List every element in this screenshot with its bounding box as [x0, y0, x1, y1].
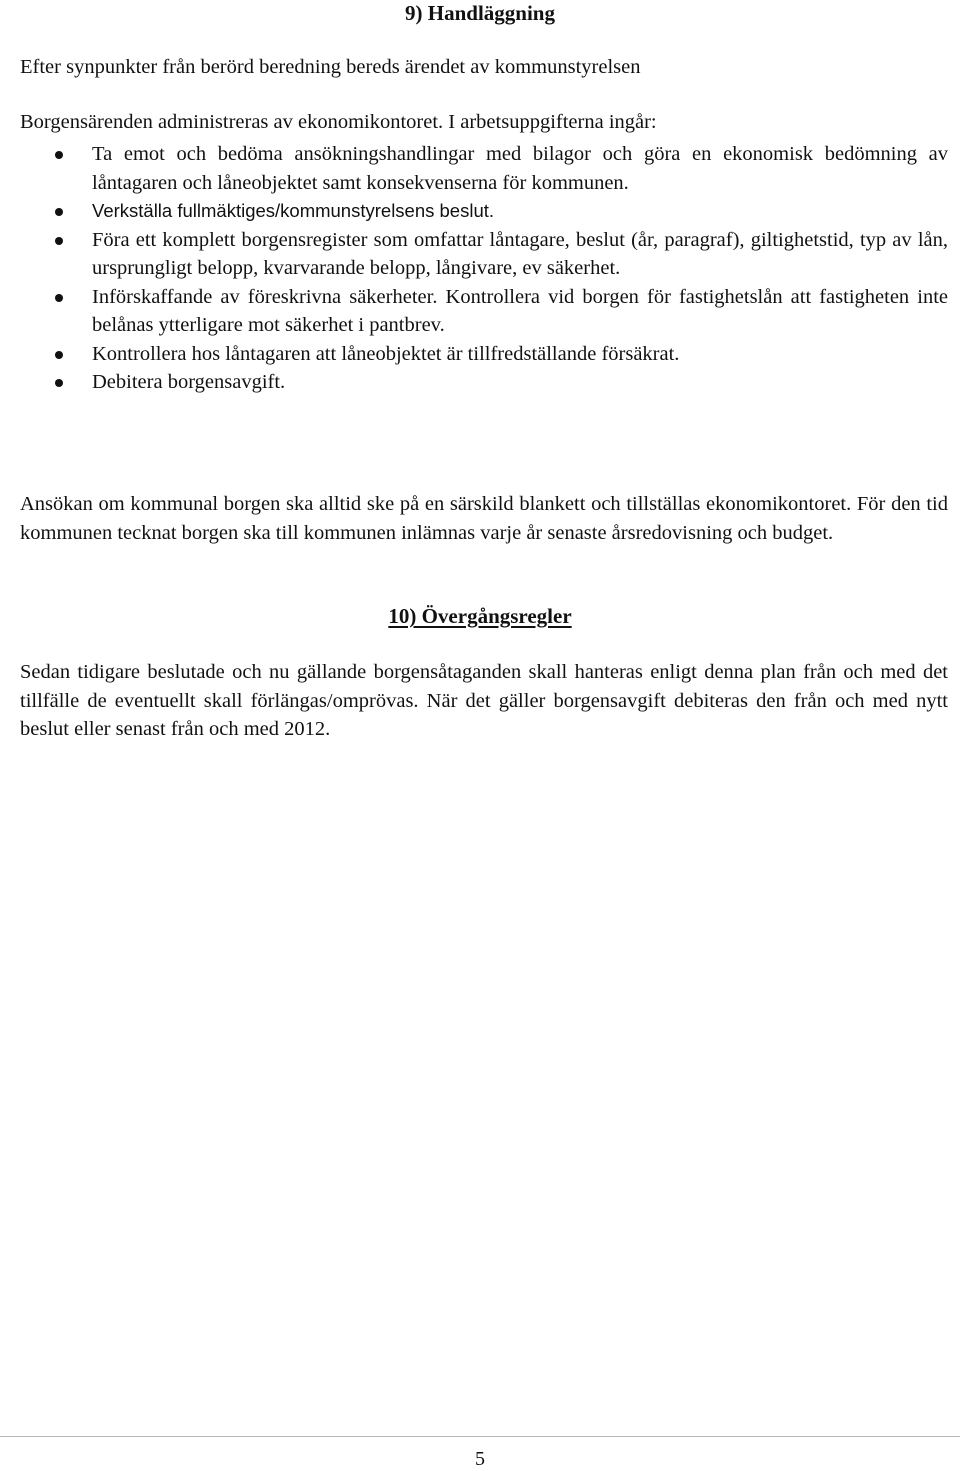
task-bullet-list: [0, 140, 960, 397]
section-heading-handlaggning: 9) Handläggning: [405, 1, 555, 25]
list-item-text: Kontrollera hos låntagaren att låneobjektet är tillfredställande försäkrat.: [92, 342, 680, 365]
list-item-text: Debitera borgensavgift.: [92, 371, 286, 393]
list-item: [0, 283, 960, 340]
list-item: [0, 368, 960, 397]
list-item-text: Föra ett komplett borgensregister som omfattar låntagare, beslut (år, paragraf), giltighetstid, typ av lån, ursprungligt belopp, kvarvarande belopp, långivare, ev säkerhet.: [92, 228, 948, 279]
intro-paragraph: Efter synpunkter från berörd beredning bereds ärendet av kommunstyrelsen: [20, 56, 641, 78]
bullet-icon: [55, 237, 63, 245]
section-heading-overgangsregler: 10) Övergångsregler: [388, 604, 572, 628]
page-number: 5: [475, 1448, 485, 1470]
bullet-icon: [55, 151, 63, 159]
lead-paragraph: Borgensärenden administreras av ekonomikontoret. I arbetsuppgifterna ingår:: [20, 111, 657, 133]
bullet-icon: [55, 351, 63, 359]
transition-paragraph: Sedan tidigare beslutade och nu gällande borgensåtaganden skall hanteras enligt denna plan från och med det tillfälle de eventuellt skall förlängas/omprövas. När det gäller borgensavgift debiteras den från och med nytt beslut eller senast från och med 2012.: [20, 661, 948, 740]
list-item: [0, 197, 960, 226]
list-item-text: Verkställa fullmäktiges/kommunstyrelsens beslut.: [92, 200, 495, 221]
list-item-text: Införskaffande av föreskrivna säkerheter. Kontrollera vid borgen för fastighetslån att fastigheten inte belånas ytterligare mot säkerhet i pantbrev.: [92, 285, 948, 336]
application-paragraph: Ansökan om kommunal borgen ska alltid ske på en särskild blankett och tillställas ekonomikontoret. För den tid kommunen tecknat borgen ska till kommunen inlämnas varje år senaste årsredovisning och budget.: [20, 493, 948, 544]
list-item: [0, 226, 960, 283]
bullet-icon: [55, 208, 63, 216]
list-item-text: Ta emot och bedöma ansökningshandlingar med bilagor och göra en ekonomisk bedömning av låntagaren och låneobjektet samt konsekvenserna för kommunen.: [92, 143, 948, 194]
bullet-icon: [55, 379, 63, 387]
bullet-icon: [55, 294, 63, 302]
list-item: [0, 140, 960, 197]
list-item: [0, 340, 960, 369]
footer-divider: [0, 1436, 960, 1437]
